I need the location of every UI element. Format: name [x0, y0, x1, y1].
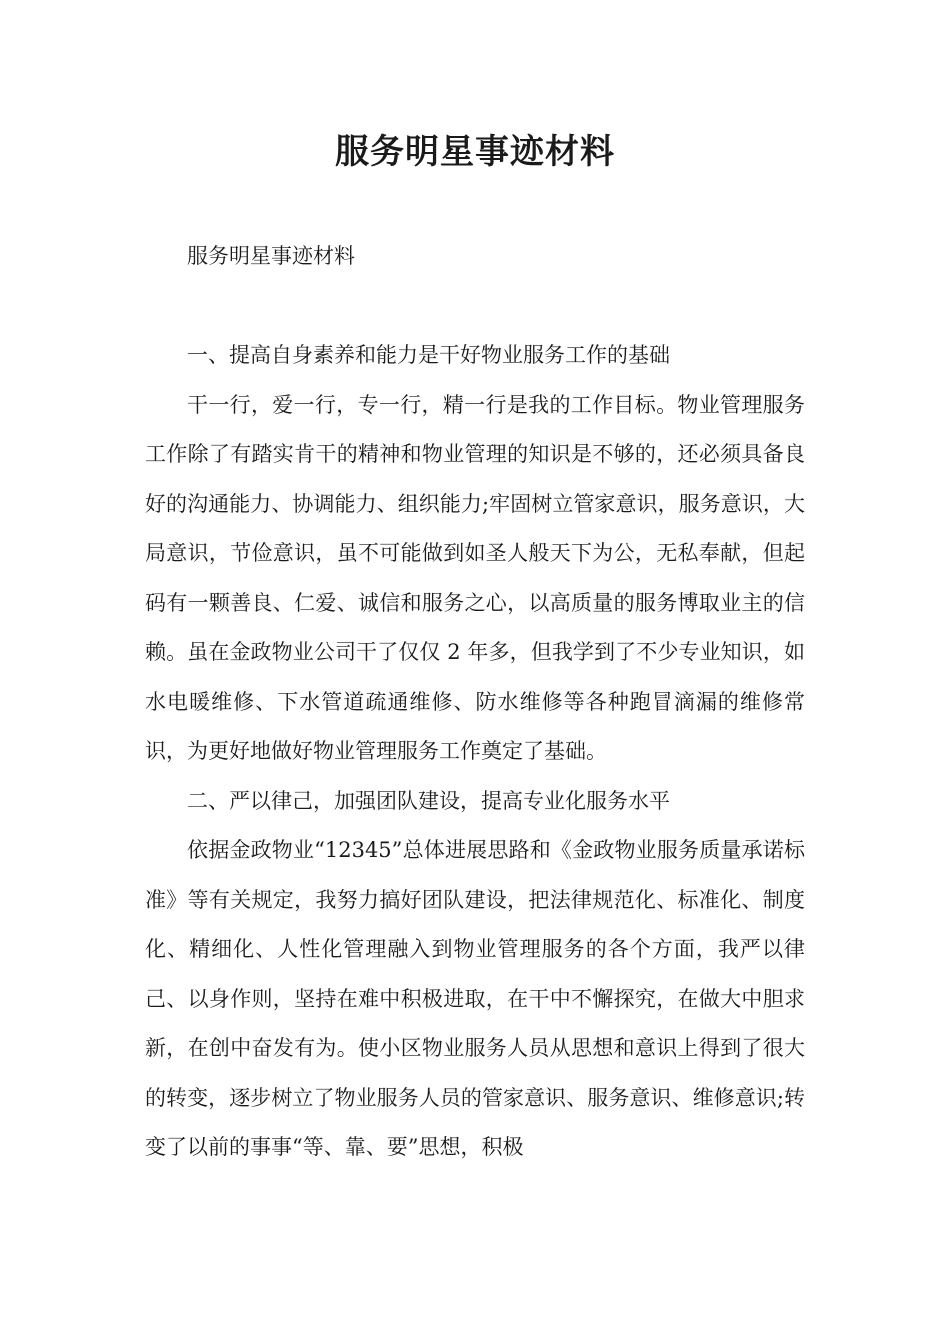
document-subtitle: 服务明星事迹材料 — [187, 244, 355, 268]
paragraph-1: 干一行，爱一行，专一行，精一行是我的工作目标。物业管理服务工作除了有踏实肯干的精神和物业管理的知识是不够的，还必须具备良好的沟通能力、协调能力、组织能力;牢固树立管家意识，服务意识，大局意识，节俭意识，虽不可能做到如圣人般天下为公，无私奉献，但起码有一颗善良、仁爱、诚信和服务之心，以高质量的服务博取业主的信赖。虽在金政物业公司干了仅仅 2 年多，但我学到了不少专业知识，如水电暖维修、下水管道疏通维修、防水维修等各种跑冒滴漏的维修常识，为更好地做好物业管理服务工作奠定了基础。 — [145, 392, 805, 763]
paragraph-2: 依据金政物业“12345”总体进展思路和《金政物业服务质量承诺标准》等有关规定，我努力搞好团队建设，把法律规范化、标准化、制度化、精细化、人性化管理融入到物业管理服务的各个方面，我严以律己、以身作则，坚持在难中积极进取，在干中不懈探究，在做大中胆求新，在创中奋发有为。使小区物业服务人员从思想和意识上得到了很大的转变，逐步树立了物业服务人员的管家意识、服务意识、维修意识;转变了以前的事事“等、靠、要”思想，积极 — [145, 838, 805, 1159]
document-body — [145, 232, 805, 1173]
document-title: 服务明星事迹材料 — [335, 132, 615, 172]
section-heading-2: 二、严以律己，加强团队建设，提高专业化服务水平 — [187, 788, 670, 813]
section-heading-1: 一、提高自身素养和能力是干好物业服务工作的基础 — [187, 343, 670, 367]
